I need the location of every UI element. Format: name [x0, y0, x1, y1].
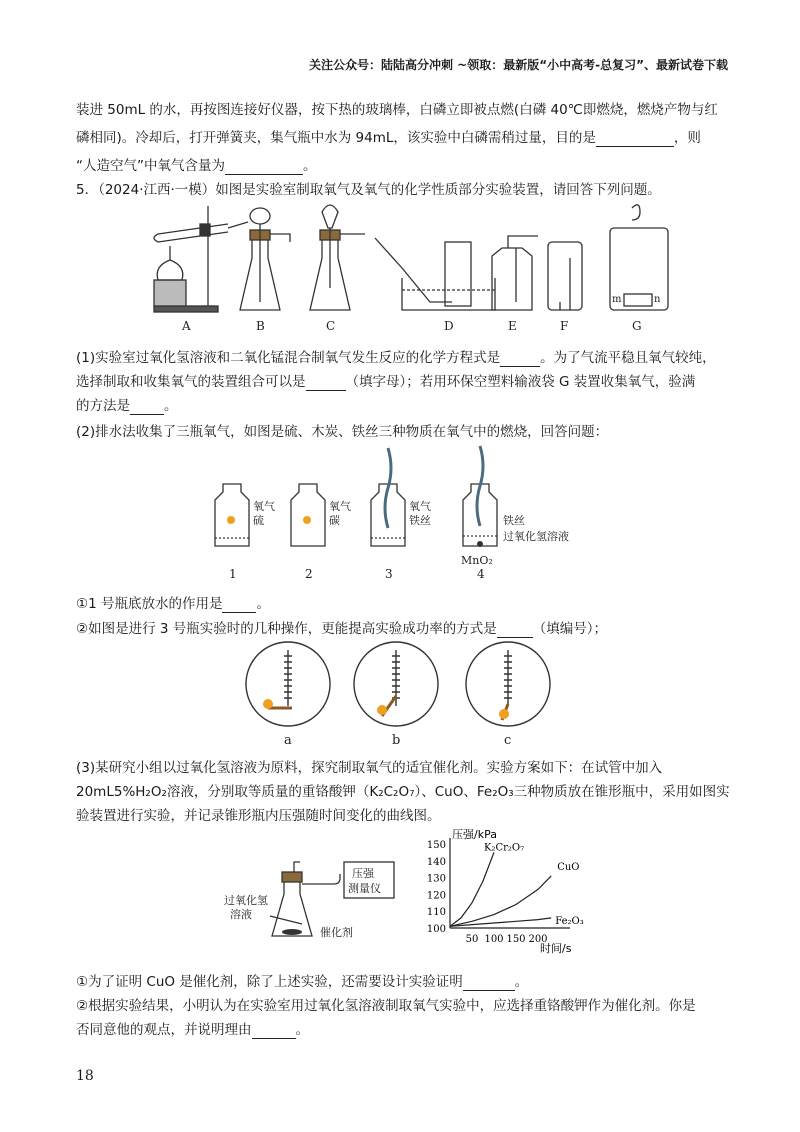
stand-base — [154, 306, 218, 312]
q3-2-line-2 — [76, 1018, 309, 1039]
catalyst-powder — [282, 929, 302, 935]
label-iron: 铁丝 — [409, 514, 431, 527]
part1-line-3 — [76, 394, 178, 415]
y-axis-label: 压强/kPa — [452, 828, 497, 841]
alcohol-lamp — [157, 260, 183, 280]
flame-a — [263, 699, 273, 709]
series-label: CuO — [557, 861, 580, 873]
q2-1-text: ①1 号瓶底放水的作用是 — [76, 596, 223, 612]
coil-a — [284, 650, 292, 706]
part3-line-1: (3)某研究小组以过氧化氢溶液为原料，探究制取氧气的适宜催化剂。实验方案如下：在试管中加入 — [76, 760, 663, 776]
label-d: D — [444, 319, 454, 333]
bottle-4 — [463, 484, 497, 546]
q2-2-end: （填编号）； — [532, 621, 608, 637]
label-b: B — [256, 319, 265, 333]
label-f: F — [560, 319, 569, 333]
delivery-tube — [375, 238, 452, 302]
meter-label-1: 压强 — [352, 867, 374, 880]
label-option-b: b — [392, 733, 401, 748]
bottle-number-2: 2 — [305, 567, 313, 581]
label-e: E — [508, 319, 517, 333]
test-tube-inside — [270, 916, 302, 924]
ignition-methods-figure — [240, 636, 560, 748]
q3-1-text: ①为了证明 CuO 是催化剂，除了上述实验，还需要设计实验证明 — [76, 974, 463, 990]
series-line — [450, 876, 551, 926]
intro-line-2-end: ，则 — [673, 130, 701, 146]
label-h2o2: 过氧化氢溶液 — [503, 530, 569, 543]
pressure-time-chart — [418, 826, 598, 956]
flame-b — [377, 705, 387, 715]
pressure-apparatus-figure — [224, 858, 404, 950]
water-trough — [402, 278, 495, 310]
gas-bottle-d — [445, 242, 471, 306]
label-g: G — [632, 319, 642, 333]
separatory-funnel — [322, 205, 338, 228]
label-c: C — [326, 319, 336, 333]
pressure-tube — [302, 874, 340, 884]
y-tick-label: 140 — [426, 856, 446, 868]
intro-line-3-text: “人造空气”中氧气含量为 — [76, 158, 225, 174]
label-oxygen-1: 氧气 — [253, 500, 275, 513]
q3-1-line — [76, 970, 528, 991]
y-tick-label: 130 — [426, 873, 446, 885]
answer-blank[interactable] — [130, 398, 164, 415]
part1-line-3-text: 的方法是 — [76, 398, 130, 414]
q2-1-line — [76, 592, 270, 613]
part1-line-2 — [76, 370, 695, 391]
answer-blank[interactable] — [306, 374, 346, 391]
q2-2-line — [76, 617, 607, 638]
iron-wire-4 — [477, 446, 483, 526]
hook — [632, 205, 640, 220]
page-header: 关注公众号：陆陆高分冲刺 ~领取：最新版“小中高考-总复习”、最新试卷下载 — [309, 58, 728, 72]
syringe — [294, 862, 300, 872]
q3-2-line-1: ②根据实验结果，小明认为在实验室用过氧化氢溶液制取氧气实验中，应选择重铬酸钾作为催化剂。你是 — [76, 998, 696, 1014]
part1-line-2-end: （填字母）；若用环保空塑料输液袋 G 装置收集氧气，验满 — [345, 374, 696, 390]
label-sulfur: 硫 — [253, 514, 264, 527]
bottle-1 — [215, 484, 249, 546]
combustion-bottles-figure — [205, 440, 605, 590]
intro-line-2-text: 磷相同)。冷却后，打开弹簧夹，集气瓶中水为 94mL，该实验中白磷需稍过量，目的是 — [76, 130, 596, 146]
answer-blank[interactable] — [252, 1022, 296, 1039]
solution-label-1: 过氧化氢 — [224, 894, 268, 907]
answer-blank[interactable] — [500, 350, 540, 367]
q2-1-end: 。 — [256, 596, 270, 612]
series-label: K₂Cr₂O₇ — [484, 842, 525, 854]
apparatus-figure — [140, 198, 680, 336]
part2-intro: (2)排水法收集了三瓶氧气，如图是硫、木炭、铁丝三种物质在氧气中的燃烧，回答问题： — [76, 424, 609, 440]
flame-c — [499, 709, 509, 719]
x-tick-label: 50 — [465, 934, 479, 945]
mno2-powder — [477, 541, 483, 547]
part1-line-1-end: 。为了气流平稳且氧气较纯， — [540, 350, 716, 366]
label-iron-wire: 铁丝 — [503, 514, 525, 527]
question-5-title: 5．（2024·江西·一模）如图是实验室制取氧气及氧气的化学性质部分实验装置，请回答下列问题。 — [76, 182, 661, 198]
sulfur-flame — [227, 516, 235, 524]
label-a: A — [182, 319, 191, 333]
bottle-number-3: 3 — [385, 567, 393, 581]
solution-label-2: 溶液 — [230, 908, 252, 921]
x-tick-label: 100 — [484, 934, 504, 945]
label-oxygen-2: 氧气 — [329, 500, 351, 513]
bottle-number-4: 4 — [477, 567, 485, 581]
intro-line-3-end: 。 — [303, 158, 317, 174]
intro-line-3 — [76, 154, 317, 175]
part1-line-1 — [76, 346, 716, 367]
series-label: Fe₂O₃ — [555, 915, 584, 927]
answer-blank[interactable] — [225, 158, 303, 175]
part1-line-3-end: 。 — [164, 398, 178, 414]
label-oxygen-3: 氧气 — [409, 500, 431, 513]
y-tick-label: 120 — [426, 890, 446, 902]
answer-blank[interactable] — [222, 596, 256, 613]
answer-blank[interactable] — [596, 130, 674, 147]
carbon-flame — [303, 516, 311, 524]
q3-2-line-2-end: 。 — [295, 1022, 309, 1038]
part3-line-3: 验装置进行实验，并记录锥形瓶内压强随时间变化的曲线图。 — [76, 808, 441, 824]
q3-2-line-2-text: 否同意他的观点，并说明理由 — [76, 1022, 252, 1038]
x-tick-label: 150 — [506, 934, 526, 945]
series-line — [450, 852, 494, 926]
test-tube-a — [158, 224, 228, 242]
lamp-block — [154, 280, 186, 306]
conical-flask — [272, 880, 312, 936]
iron-wire-3 — [385, 448, 391, 528]
label-option-c: c — [504, 733, 512, 748]
q3-1-end: 。 — [514, 974, 529, 990]
intro-line-2 — [76, 126, 701, 147]
valve-g — [624, 294, 652, 306]
x-axis-label: 时间/s — [540, 942, 572, 955]
catalyst-label: 催化剂 — [320, 926, 353, 939]
long-neck-funnel — [250, 208, 270, 224]
bottle-f — [548, 242, 582, 310]
part1-line-1-text: (1)实验室过氧化氢溶液和二氧化锰混合制氧气发生反应的化学方程式是 — [76, 350, 501, 366]
y-tick-label: 100 — [426, 924, 446, 935]
bottle-number-1: 1 — [229, 567, 237, 581]
coil-c — [504, 650, 512, 706]
answer-blank[interactable] — [463, 974, 515, 991]
part1-line-2-text: 选择制取和收集氧气的装置组合可以是 — [76, 374, 306, 390]
bottle-e — [492, 248, 532, 310]
x-tick-label: 200 — [528, 934, 548, 945]
page-number: 18 — [76, 1068, 94, 1084]
flask-stopper — [282, 872, 302, 882]
q2-2-text: ②如图是进行 3 号瓶实验时的几种操作，更能提高实验成功率的方式是 — [76, 621, 497, 637]
bottle-2 — [291, 484, 325, 546]
label-carbon: 碳 — [329, 514, 340, 527]
label-mno2: MnO₂ — [461, 554, 493, 567]
series-line — [450, 918, 551, 926]
y-tick-label: 110 — [426, 907, 446, 919]
meter-label-2: 测量仪 — [348, 882, 381, 895]
label-n: n — [654, 294, 661, 305]
part3-line-2: 20mL5%H₂O₂溶液，分别取等质量的重铬酸钾（K₂C₂O₇）、CuO、Fe₂O₃三种物质放在锥形瓶中，采用如图实 — [76, 784, 730, 800]
y-tick-label: 150 — [426, 840, 446, 851]
clamp — [200, 224, 210, 236]
intro-line-1: 装进 50mL 的水，再按图连接好仪器，按下热的玻璃棒，白磷立即被点燃(白磷 40℃即燃烧，燃烧产物与红 — [76, 102, 718, 118]
label-option-a: a — [284, 733, 292, 748]
label-m: m — [612, 294, 622, 305]
